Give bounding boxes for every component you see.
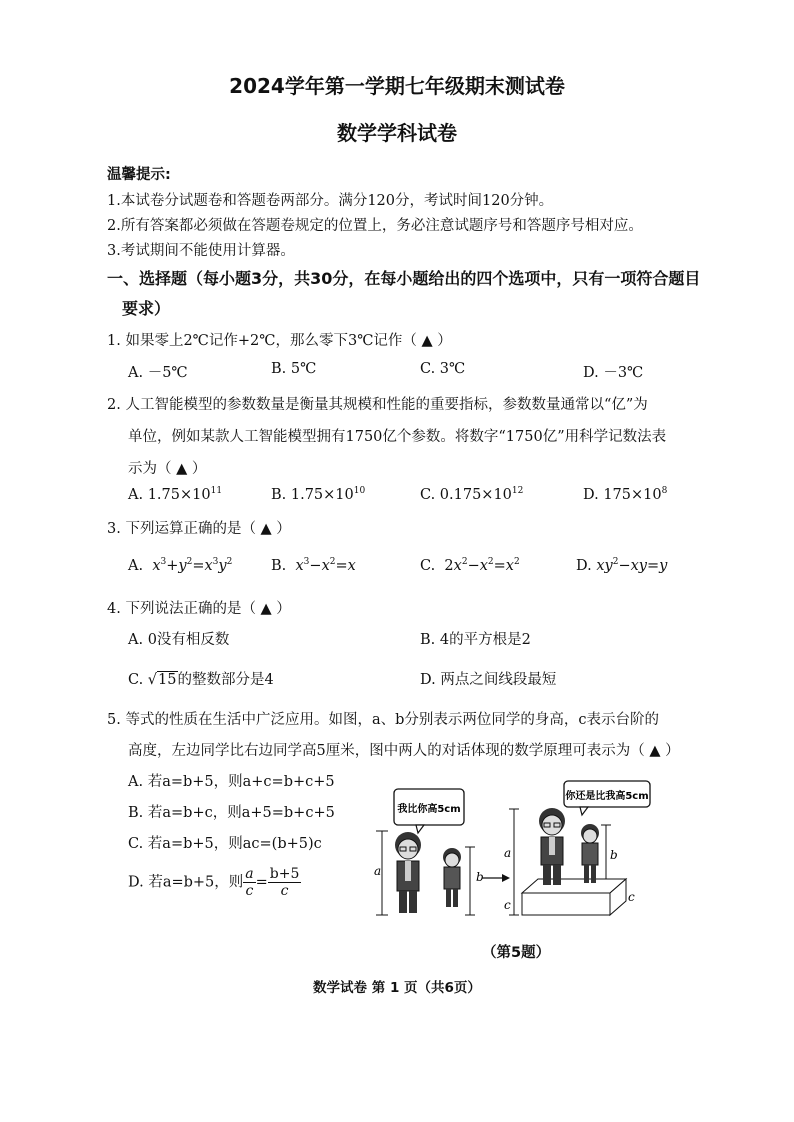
tip-item: 3.考试期间不能使用计算器。 — [107, 243, 295, 259]
q5-option-b: B. 若a=b+c，则a+5=b+c+5 — [128, 805, 335, 821]
label-c-right: c — [628, 890, 635, 904]
boy-figure-left — [395, 832, 421, 913]
question-5-line: 5. 等式的性质在生活中广泛应用。如图，a、b分别表示两位同学的身高，c表示台阶的 — [107, 712, 659, 728]
page-footer: 数学试卷 第 1 页（共6页） — [313, 980, 481, 996]
q5-option-a: A. 若a=b+5，则a+c=b+c+5 — [128, 774, 335, 790]
exam-title: 2024学年第一学期七年级期末测试卷 — [229, 74, 565, 98]
q2-option-d: D. $175\times 10^8$ — [583, 486, 668, 503]
question-2-line: 单位，例如某款人工智能模型拥有1750亿个参数。将数字“1750亿”用科学记数法表 — [128, 429, 667, 445]
q4-option-d: D. 两点之间线段最短 — [420, 672, 557, 688]
question-4-stem: 4. 下列说法正确的是（ ▲ ） — [107, 601, 291, 617]
q2-option-a: A. $1.75\times 10^{11}$ — [128, 486, 223, 503]
q3-option-c: C. $2x^2-x^2=x^2$ — [420, 557, 520, 574]
question-1-stem: 1. 如果零上2℃记作+2℃，那么零下3℃记作（ ▲ ） — [107, 333, 452, 349]
arrow-icon — [502, 874, 510, 882]
bubble-left-text: 我比你高5cm — [397, 804, 461, 815]
label-b-right: b — [610, 848, 618, 862]
q4-option-c: C. √15的整数部分是4 — [128, 672, 274, 688]
girl-figure-left — [443, 848, 461, 907]
q3-option-d: D. $xy^2-xy=y$ — [576, 557, 668, 574]
q5-figure — [370, 775, 660, 925]
q1-option-d: D. －3℃ — [583, 365, 644, 381]
q3-option-a: A. $x^3+y^2=x^3y^2$ — [128, 557, 233, 574]
question-2-line: 2. 人工智能模型的参数数量是衡量其规模和性能的重要指标，参数数量通常以“亿”为 — [107, 397, 648, 413]
question-2-line: 示为（ ▲ ） — [128, 461, 207, 477]
q1-option-b: B. 5℃ — [271, 361, 317, 377]
q2-option-c: C. $0.175\times 10^{12}$ — [420, 486, 524, 503]
q5-option-d: D. 若a=b+5，则 $\frac{a}{c}$ = $\frac{b+5}{c}$ — [128, 866, 300, 899]
q5-option-c: C. 若a=b+5，则ac=(b+5)c — [128, 836, 322, 852]
q3-option-b: B. $x^3-x^2=x$ — [271, 557, 356, 574]
tip-item: 1.本试卷分试题卷和答题卷两部分。满分120分，考试时间120分钟。 — [107, 193, 554, 209]
tips-heading: 温馨提示: — [107, 167, 171, 183]
q4-option-b: B. 4的平方根是2 — [420, 632, 531, 648]
figure-caption: （第5题） — [482, 945, 551, 961]
label-b-left: b — [476, 870, 484, 884]
boy-figure-right — [539, 808, 565, 885]
label-a-left: a — [374, 864, 382, 878]
q4-option-a: A. 0没有相反数 — [128, 632, 230, 648]
tip-item: 2.所有答案都必须做在答题卷规定的位置上，务必注意试题序号和答题序号相对应。 — [107, 218, 643, 234]
section-heading: 一、选择题（每小题3分，共30分，在每小题给出的四个选项中，只有一项符合题目 — [107, 269, 701, 288]
q2-option-b: B. $1.75\times 10^{10}$ — [271, 486, 366, 503]
question-3-stem: 3. 下列运算正确的是（ ▲ ） — [107, 521, 291, 537]
girl-figure-right — [581, 824, 599, 883]
step-box — [522, 879, 626, 915]
section-heading-cont: 要求） — [122, 299, 171, 318]
q1-option-c: C. 3℃ — [420, 361, 466, 377]
bubble-right-text: 你还是比我高5cm — [565, 791, 649, 802]
exam-subtitle: 数学学科试卷 — [337, 121, 457, 145]
label-c-left: c — [504, 898, 511, 912]
question-5-line: 高度，左边同学比右边同学高5厘米，图中两人的对话体现的数学原理可表示为（ ▲ ） — [128, 743, 680, 759]
label-a-right: a — [504, 846, 512, 860]
q1-option-a: A. －5℃ — [128, 365, 188, 381]
